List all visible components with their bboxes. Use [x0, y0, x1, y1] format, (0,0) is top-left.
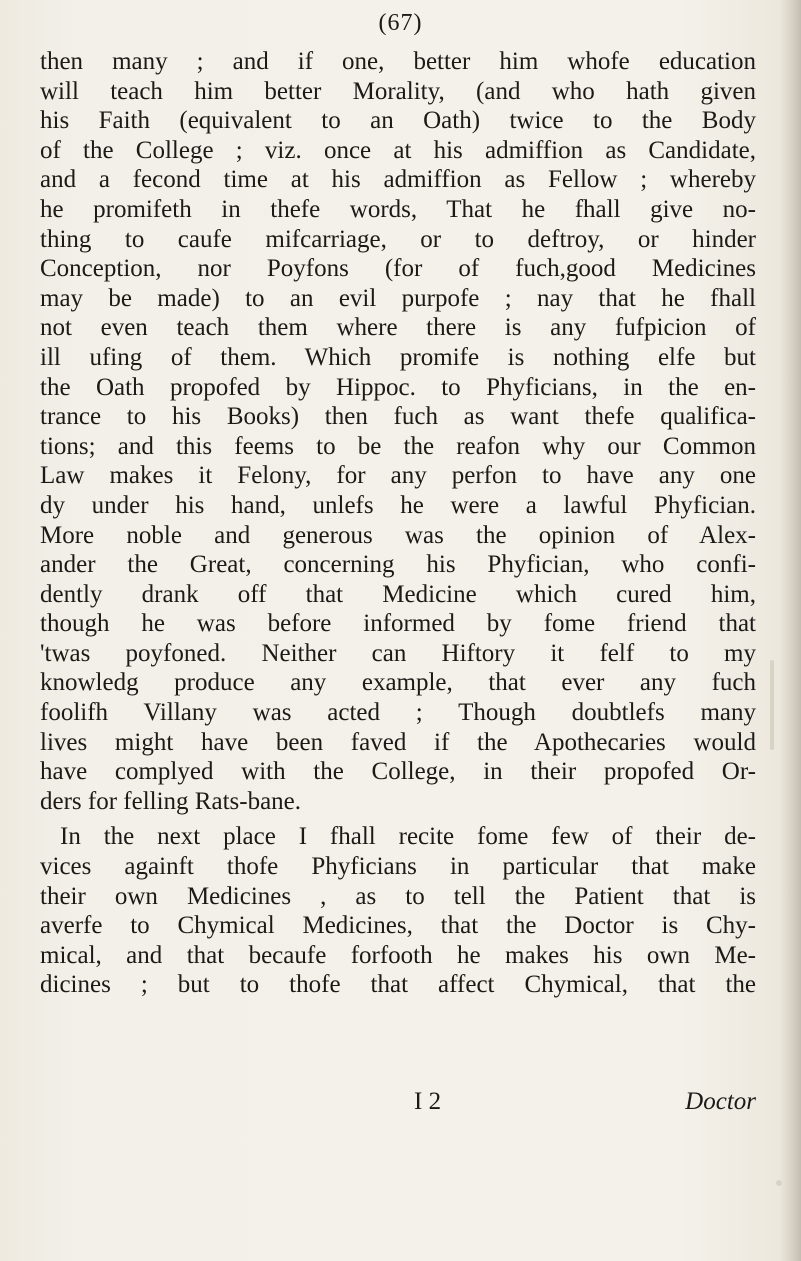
text-line: have complyed with the College, in their propofed Or- [40, 758, 756, 786]
text-line: trance to his Books) then fuch as want thefe qualifica- [40, 403, 756, 431]
text-line: dicines ; but to thofe that affect Chymical, that the [40, 971, 756, 999]
text-line: their own Medicines , as to tell the Patient that is [40, 882, 756, 910]
text-line: More noble and generous was the opinion of Alex- [40, 521, 756, 549]
page-number: (67) [378, 10, 423, 36]
text-line: averfe to Chymical Medicines, that the Doctor is Chy- [40, 912, 756, 940]
text-line: knowledg produce any example, that ever any fuch [40, 669, 756, 697]
page-gutter-shadow [779, 0, 801, 1261]
text-line: 'twas poyfoned. Neither can Hiftory it felf to my [40, 639, 756, 667]
page-footer [40, 1088, 756, 1118]
text-line: then many ; and if one, better him whofe education [40, 48, 756, 75]
text-line: foolifh Villany was acted ; Though doubtlefs many [40, 699, 756, 727]
text-line: and a fecond time at his admiffion as Fellow ; whereby [40, 166, 756, 194]
signature-mark: I 2 [414, 1088, 442, 1115]
text-line: mical, and that becaufe forfooth he makes his own Me- [40, 941, 756, 969]
text-line: may be made) to an evil purpofe ; nay that he fhall [40, 284, 756, 312]
text-line: though he was before informed by fome friend that [40, 610, 756, 638]
text-line: ander the Great, concerning his Phyfician, who confi- [40, 551, 756, 579]
paper-blemish [776, 1180, 782, 1186]
body-text [40, 47, 756, 1000]
text-line: not even teach them where there is any fufpicion of [40, 314, 756, 342]
paper-blemish [770, 660, 774, 750]
text-line: dy under his hand, unlefs he were a lawful Phyfician. [40, 491, 756, 519]
text-line: Law makes it Felony, for any perfon to have any one [40, 462, 756, 490]
text-line: Conception, nor Poyfons (for of fuch,good Medicines [40, 255, 756, 283]
text-line: he promifeth in thefe words, That he fhall give no- [40, 195, 756, 223]
text-line: vices againft thofe Phyficians in particular that make [40, 853, 756, 881]
text-line: ill ufing of them. Which promife is nothing elfe but [40, 343, 756, 371]
text-line: dently drank off that Medicine which cured him, [40, 580, 756, 608]
text-line: lives might have been faved if the Apothecaries would [40, 728, 756, 756]
text-line: of the College ; viz. once at his admiffion as Candidate, [40, 136, 756, 164]
text-line: will teach him better Morality, (and who hath given [40, 77, 756, 105]
text-line: thing to caufe mifcarriage, or to deftroy, or hinder [40, 225, 756, 253]
text-line: the Oath propofed by Hippoc. to Phyficians, in the en- [40, 373, 756, 401]
text-line: ders for felling Rats-bane. [40, 787, 302, 815]
text-line: tions; and this feems to be the reafon why our Common [40, 432, 756, 460]
text-line: his Faith (equivalent to an Oath) twice to the Body [40, 107, 756, 135]
catchword: Doctor [685, 1088, 756, 1115]
text-line: In the next place I fhall recite fome few of their de- [60, 823, 756, 851]
